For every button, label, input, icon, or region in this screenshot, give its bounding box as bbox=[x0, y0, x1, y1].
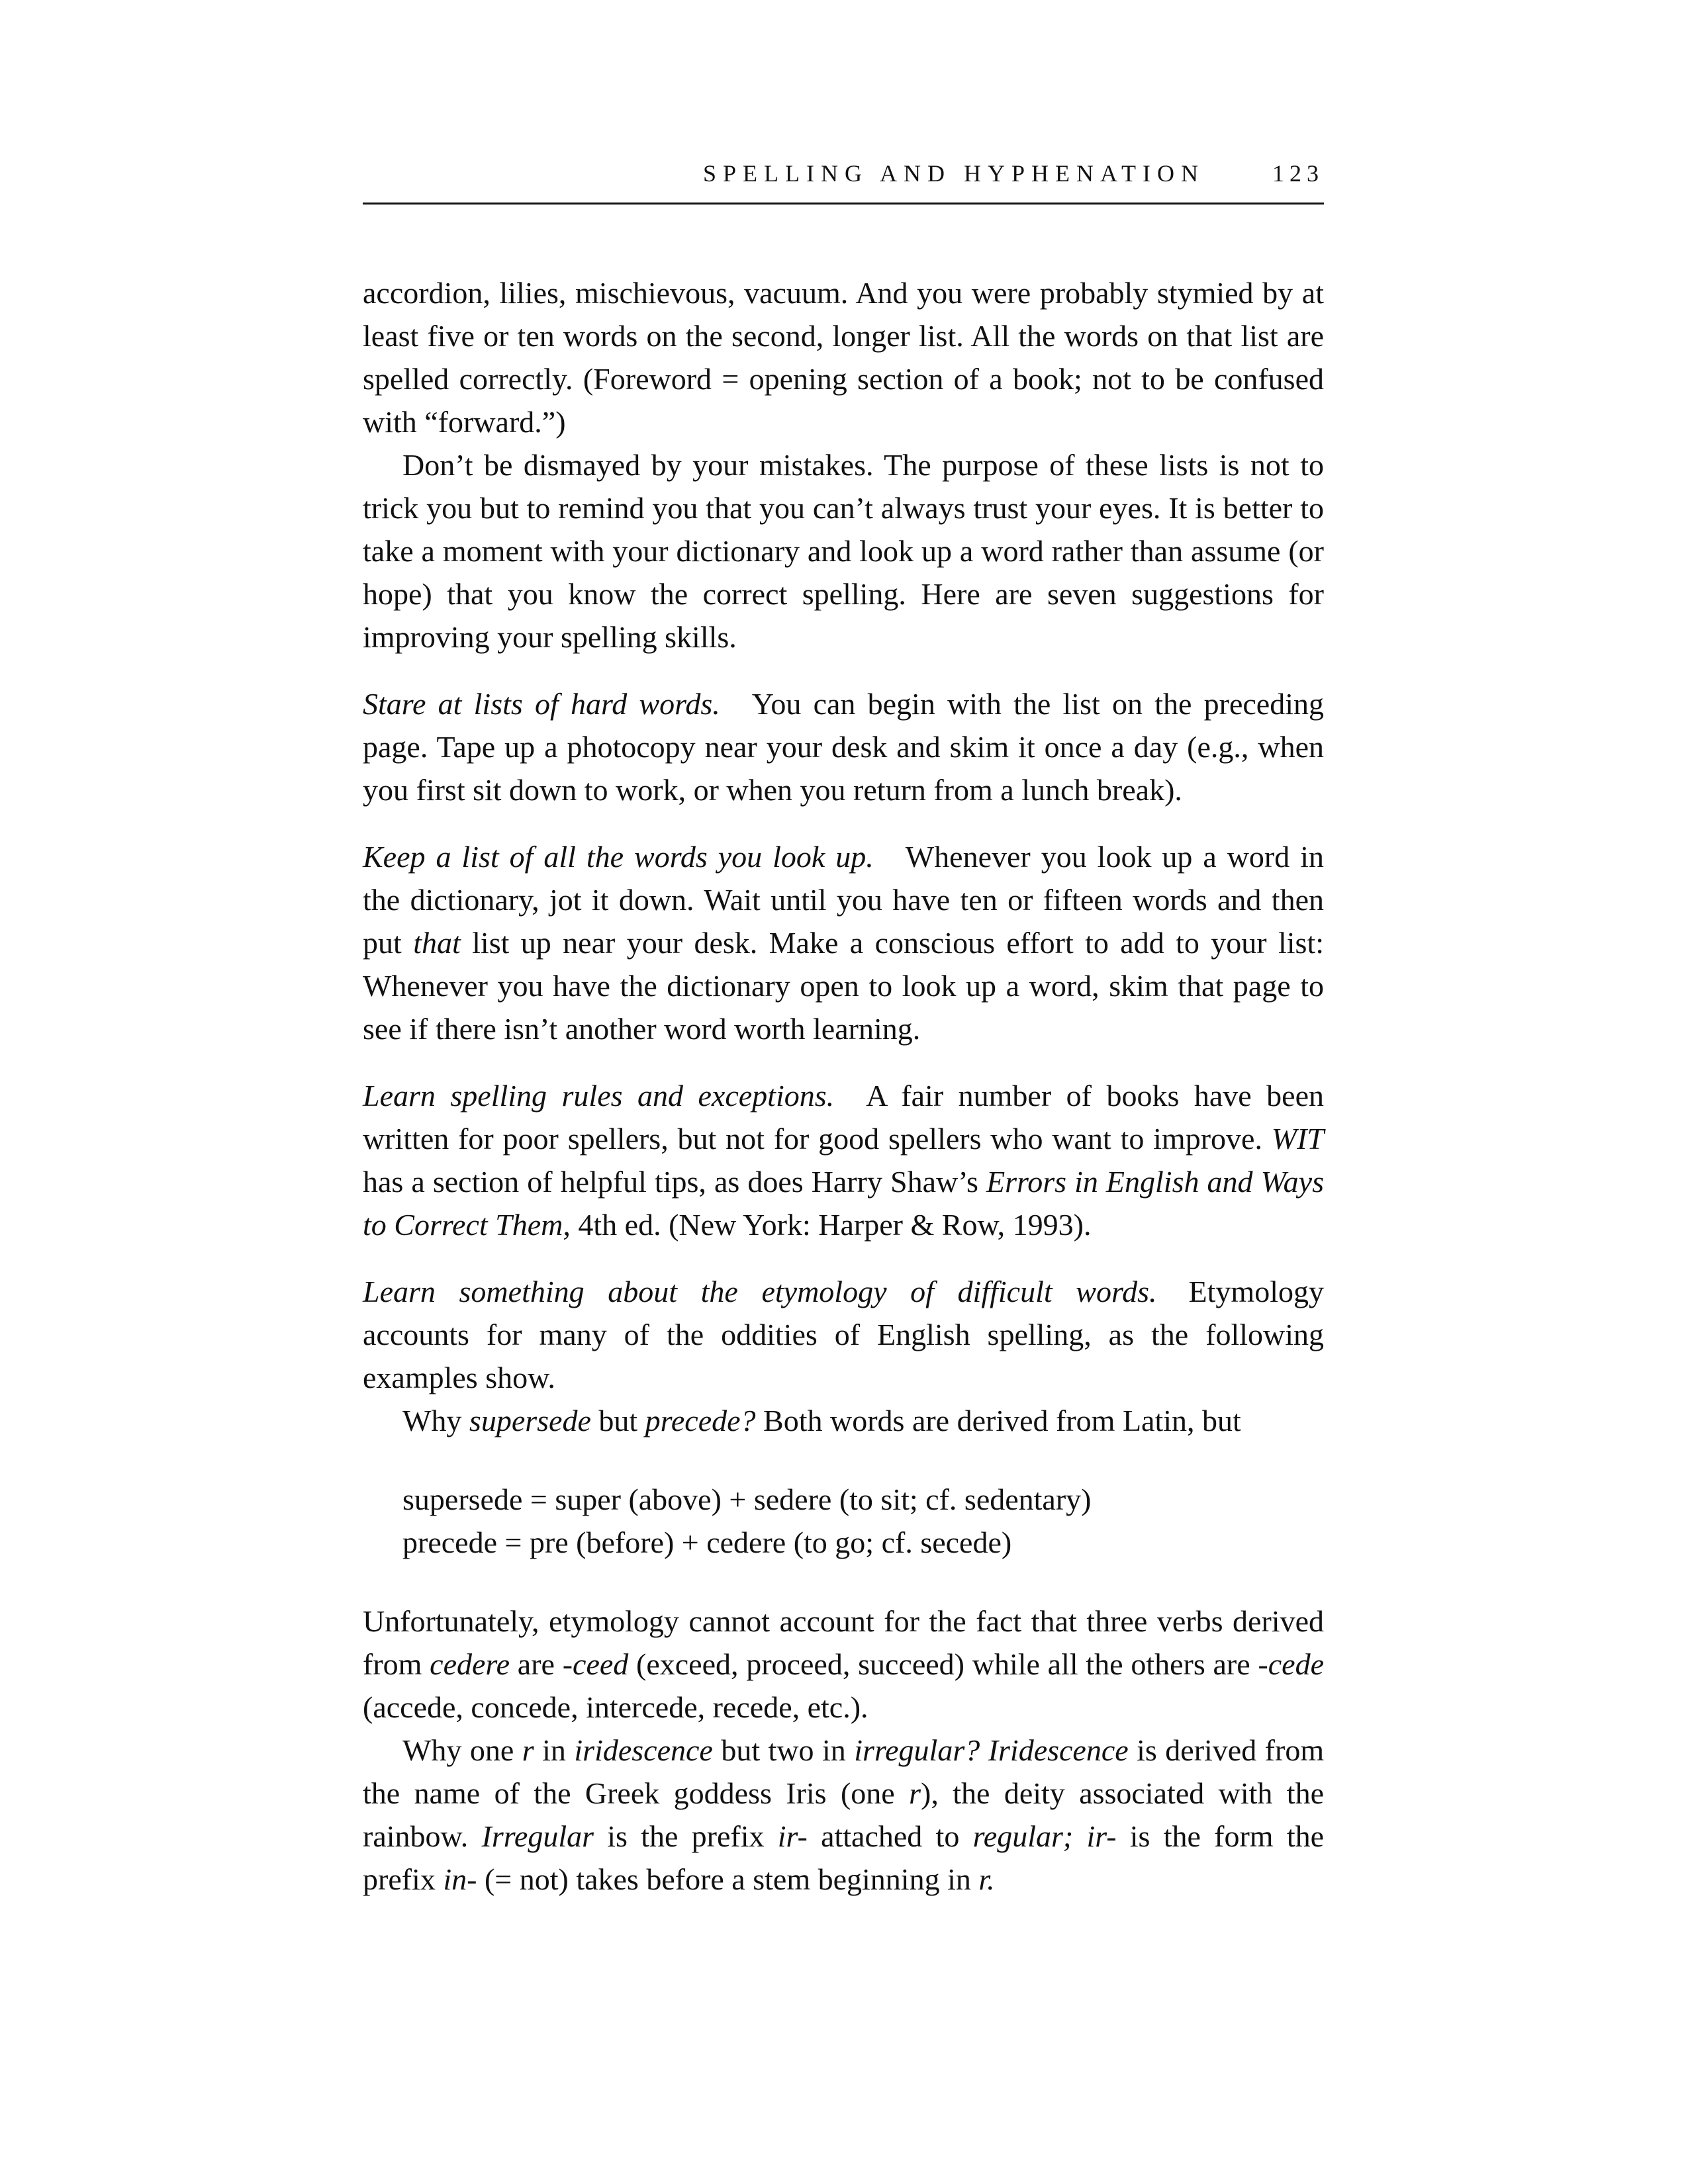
suggestion-spelling-rules bbox=[363, 1074, 1324, 1246]
emphasis: irregular? Iridescence bbox=[854, 1733, 1129, 1767]
page-number: 123 bbox=[1272, 160, 1324, 187]
suggestion-text: 4th ed. (New York: Harper & Row, 1993). bbox=[578, 1208, 1092, 1242]
running-head bbox=[363, 156, 1324, 205]
suggestion-keep-a-list bbox=[363, 835, 1324, 1050]
suggestion-text: has a section of helpful tips, as does Harry Shaw’s bbox=[363, 1165, 978, 1199]
suggestion-heading: Learn spelling rules and exceptions. bbox=[363, 1079, 835, 1113]
text-run: is the prefix bbox=[607, 1819, 765, 1853]
text-run: are bbox=[517, 1647, 555, 1681]
paragraph-continued: accordion, lilies, mischievous, vacuum. And you were probably stymied by at least five or ten words on the second, longer list. All the words on that list are spelled correctly. (Foreword = opening section of a book; not to be confused with “forward.”) bbox=[363, 276, 1324, 439]
etymology-formulas bbox=[402, 1478, 1324, 1564]
book-title: Errors in English and Ways to Correct Them, bbox=[363, 1165, 1324, 1242]
text-run: Unfortunately, etymology cannot account for the fact that three verbs derived from bbox=[363, 1604, 1324, 1681]
suggestion-heading: Learn something about the etymology of difficult words. bbox=[363, 1275, 1157, 1308]
text-run: but bbox=[598, 1404, 638, 1437]
emphasis: r bbox=[522, 1733, 534, 1767]
suggestion-text: list up near your desk. Make a conscious effort to add to your list: Whenever you have the dictionary open to look up a word, skim that page to see if there isn’t another word worth learning. bbox=[363, 926, 1325, 1046]
formula-supersede: supersede = super (above) + sedere (to sit; cf. sedentary) bbox=[402, 1482, 1092, 1516]
suggestion-heading: Stare at lists of hard words. bbox=[363, 687, 720, 721]
text-run: but two in bbox=[721, 1733, 846, 1767]
text-run: attached to bbox=[821, 1819, 960, 1853]
emphasis: ir- bbox=[777, 1819, 808, 1853]
emphasis: regular; ir- bbox=[972, 1819, 1117, 1853]
emphasis: WIT bbox=[1271, 1122, 1324, 1156]
text-run: (exceed, proceed, succeed) while all the others are bbox=[636, 1647, 1250, 1681]
text-run: Why bbox=[402, 1404, 462, 1437]
text-run: ), the deity associated with the rainbow. bbox=[363, 1776, 1324, 1853]
suggestion-text: Whenever you look up a word in the dictionary, jot it down. Wait until you have ten or fifteen words and then put bbox=[363, 840, 1324, 960]
paragraph-iridescence bbox=[363, 1729, 1324, 1901]
paragraph-dismayed: Don’t be dismayed by your mistakes. The purpose of these lists is not to trick you but to remind you that you can’t always trust your eyes. It is better to take a moment with your dictionary and look up a word rather than assume (or hope) that you know the correct spelling. Here are seven suggestions for improving your spelling skills. bbox=[363, 448, 1324, 654]
text-run: (accede, concede, intercede, recede, etc.). bbox=[363, 1690, 868, 1724]
formula-precede: precede = pre (before) + cedere (to go; cf. secede) bbox=[402, 1525, 1012, 1559]
emphasis: Irregular bbox=[481, 1819, 594, 1853]
suggestion-heading: Keep a list of all the words you look up. bbox=[363, 840, 874, 874]
text-run: Both words are derived from Latin, but bbox=[763, 1404, 1241, 1437]
emphasis: cedere bbox=[430, 1647, 510, 1681]
emphasis: in- bbox=[443, 1862, 477, 1896]
emphasis: -cede bbox=[1258, 1647, 1324, 1681]
suggestion-text: A fair number of books have been written for poor spellers, but not for good spellers who want to improve. bbox=[363, 1079, 1324, 1156]
suggestion-etymology bbox=[363, 1270, 1324, 1399]
suggestion-stare-at-lists bbox=[363, 682, 1324, 811]
emphasis: -ceed bbox=[562, 1647, 629, 1681]
emphasis: iridescence bbox=[574, 1733, 713, 1767]
text-run: (= not) takes before a stem beginning in bbox=[484, 1862, 971, 1896]
text-run: is the form the prefix bbox=[363, 1819, 1325, 1896]
emphasis: that bbox=[413, 926, 461, 960]
emphasis: r. bbox=[978, 1862, 995, 1896]
emphasis: precede? bbox=[645, 1404, 756, 1437]
running-title: SPELLING AND HYPHENATION bbox=[703, 160, 1205, 187]
page-body bbox=[363, 271, 1324, 1901]
suggestion-text: Etymology accounts for many of the oddities of English spelling, as the following examples show. bbox=[363, 1275, 1324, 1394]
text-run: Why one bbox=[402, 1733, 514, 1767]
suggestion-text: You can begin with the list on the preceding page. Tape up a photocopy near your desk and skim it once a day (e.g., when you first sit down to work, or when you return from a lunch break). bbox=[363, 687, 1324, 807]
emphasis: r bbox=[909, 1776, 921, 1810]
paragraph-supersede bbox=[363, 1399, 1324, 1442]
emphasis: supersede bbox=[469, 1404, 591, 1437]
paragraph-unfortunately bbox=[363, 1600, 1324, 1729]
text-run: is derived from the name of the Greek goddess Iris (one bbox=[363, 1733, 1325, 1810]
text-run: in bbox=[542, 1733, 566, 1767]
